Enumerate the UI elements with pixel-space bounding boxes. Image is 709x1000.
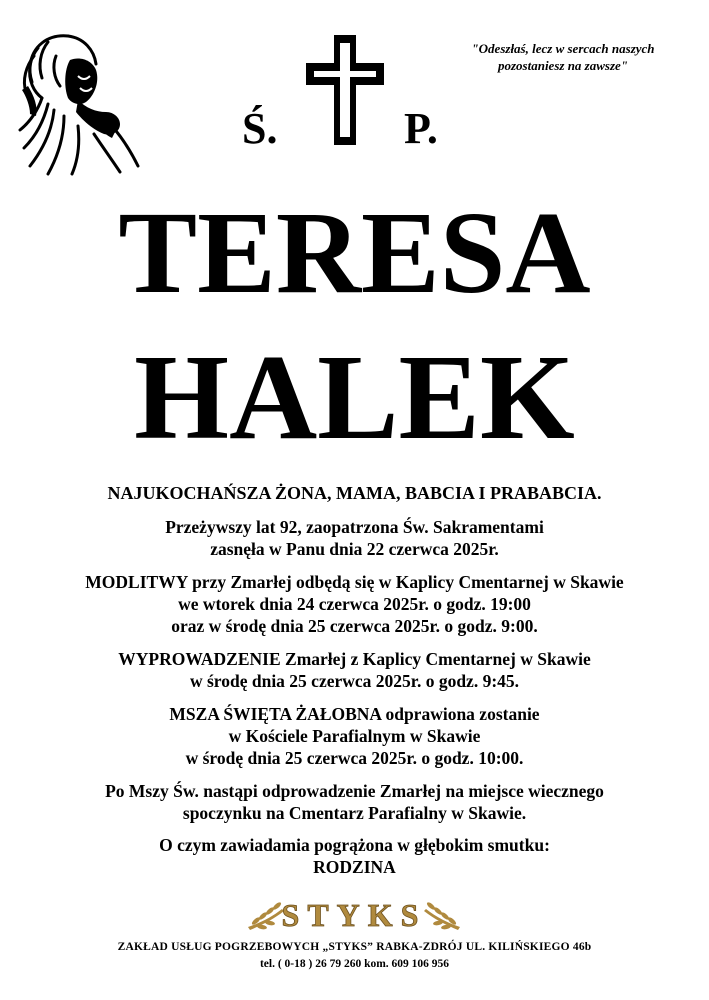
sp-initial-p: P. [404, 104, 438, 153]
deceased-first-name: TERESA [118, 187, 591, 318]
notice-line-1: O czym zawiadamia pogrążona w głębokim smutku: [159, 835, 550, 855]
styks-logo-text: STYKS [281, 897, 427, 933]
age-line-1: Przeżywszy lat 92, zaopatrzona Św. Sakramentami [165, 517, 544, 537]
prayers-line-2: we wtorek dnia 24 czerwca 2025r. o godz. 19:00 [178, 594, 531, 614]
procession-line-1: WYPROWADZENIE Zmarłej z Kaplicy Cmentarnej w Skawie [118, 649, 591, 669]
age-line-2: zasnęła w Panu dnia 22 czerwca 2025r. [210, 539, 499, 559]
laurel-left-icon [248, 901, 284, 930]
mass-line-3: w środę dnia 25 czerwca 2025r. o godz. 10:00. [185, 748, 524, 768]
quote-line-1: "Odeszłaś, lecz w sercach naszych [471, 41, 655, 56]
funeral-company-phones: tel. ( 0-18 ) 26 79 260 kom. 609 106 956 [259, 958, 450, 970]
styks-logo [246, 897, 462, 933]
quote-line-2: pozostaniesz na zawsze" [497, 58, 629, 73]
prayers-line-1: MODLITWY przy Zmarłej odbędą się w Kaplicy Cmentarnej w Skawie [85, 572, 624, 592]
deceased-last-name: HALEK [134, 330, 575, 465]
mass-line-2: w Kościele Parafialnym w Skawie [228, 726, 481, 746]
funeral-company-address: ZAKŁAD USŁUG POGRZEBOWYCH „STYKS” RABKA-ZDRÓJ UL. KILIŃSKIEGO 46b [117, 941, 592, 953]
memorial-quote [440, 40, 686, 74]
notice-family: RODZINA [313, 857, 396, 877]
procession-line-2: w środę dnia 25 czerwca 2025r. o godz. 9:45. [189, 671, 520, 691]
mass-line-1: MSZA ŚWIĘTA ŻAŁOBNA odprawiona zostanie [169, 704, 540, 724]
praying-figure-icon [8, 26, 148, 176]
family-role-line: NAJUKOCHAŃSZA ŻONA, MAMA, BABCIA I PRABABCIA. [107, 483, 602, 503]
prayers-line-3: oraz w środę dnia 25 czerwca 2025r. o godz. 9:00. [171, 616, 538, 636]
sp-initial-s: Ś. [242, 104, 278, 153]
laurel-right-icon [424, 901, 460, 930]
burial-line-1: Po Mszy Św. nastąpi odprowadzenie Zmarłej na miejsce wiecznego [105, 781, 604, 801]
burial-line-2: spoczynku na Cmentarz Parafialny w Skawie. [182, 803, 527, 823]
cross-icon [304, 31, 386, 148]
